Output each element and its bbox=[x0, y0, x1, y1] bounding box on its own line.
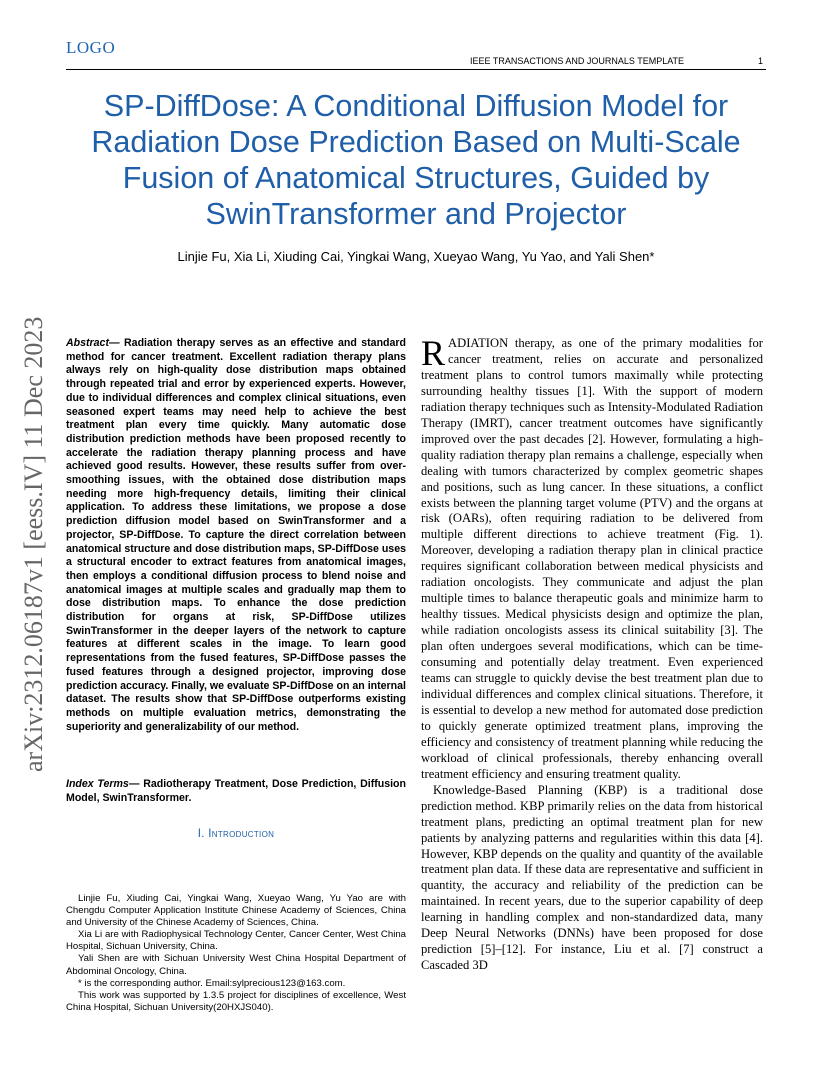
drop-cap: R bbox=[421, 333, 446, 373]
footnote-corresponding: * is the corresponding author. Email:sylprecious123@163.com. bbox=[78, 977, 346, 989]
intro-paragraph-1 bbox=[421, 333, 763, 783]
footnote-affiliation-3: Yali Shen are with Sichuan University West China Hospital Department of Abdominal Oncology, China. bbox=[66, 953, 406, 977]
footnote-affiliation-2: Xia Li are with Radiophysical Technology Center, Cancer Center, West China Hospital, Sichuan University, China. bbox=[66, 929, 406, 953]
paper-title: SP-DiffDose: A Conditional Diffusion Model for Radiation Dose Prediction Based on Multi-Scale Fusion of Anatomical Structures, Guided by SwinTransformer and Projector bbox=[91, 89, 741, 231]
arxiv-stamp: arXiv:2312.06187v1 [eess.IV] 11 Dec 2023 bbox=[19, 316, 48, 772]
index-terms-label: Index Terms bbox=[66, 778, 129, 790]
intro-paragraph-2: Knowledge-Based Planning (KBP) is a traditional dose prediction method. KBP primarily relies on the data from historical treatment plans, predicting an optimal treatment plan for new patients by analyzing patterns and regularities within this data [4]. However, KBP depends on the quality and quantity of the available treatment plan data. If these data are representative and sufficient in quantity, the accuracy and reliability of the prediction can be maintained. In recent years, due to the superior capability of deep learning in handling complex and non-standardized data, many Deep Neural Networks (DNNs) have been proposed for dose prediction [5]–[12]. For instance, Liu et al. [7] construct a Cascaded 3D bbox=[421, 782, 763, 973]
index-terms bbox=[66, 777, 406, 805]
section-heading-text: I. Introduction bbox=[197, 828, 275, 840]
abstract-label: Abstract bbox=[66, 337, 109, 349]
section-heading-introduction bbox=[66, 828, 406, 840]
abstract-text: Radiation therapy serves as an effective and standard method for cancer treatment. Excellent radiation therapy plans always rely on high-quality dose distribution maps obtained through repeated trial and error by experienced experts. However, due to individual differences and complex clinical situations, even seasoned expert teams may need help to achieve the best treatment plan every time quickly. Many automatic dose distribution prediction methods have been proposed recently to accelerate the radiation therapy planning process and have achieved good results. However, these results suffer from over-smoothing issues, with the obtained dose distribution maps needing more high-frequency details, limiting their clinical application. To address these limitations, we propose a dose prediction diffusion model based on SwinTransformer and a projector, SP-DiffDose. To capture the direct correlation between anatomical structure and dose distribution maps, SP-DiffDose uses a structural encoder to extract features from anatomical images, then employs a conditional diffusion process to blend noise and anatomical images at multiple scales and gradually map them to dose distribution maps. To enhance the dose prediction distribution for organs at risk, SP-DiffDose utilizes SwinTransformer in the deeper layers of the network to capture features at different scales in the image. To learn good representations from the fused features, SP-DiffDose passes the fused features through a designed projector, improving dose prediction accuracy. Finally, we evaluate SP-DiffDose on an internal dataset. The results show that SP-DiffDose outperforms existing methods on multiple evaluation metrics, demonstrating the superiority and generalizability of our method. bbox=[66, 337, 406, 733]
index-terms-dash: — bbox=[128, 778, 144, 790]
introduction-body bbox=[421, 333, 763, 974]
footnote-affiliation-1: Linjie Fu, Xiuding Cai, Yingkai Wang, Xueyao Wang, Yu Yao are with Chengdu Computer Application Institute Chinese Academy of Sciences, China and University of the Chinese Academy of Sciences, China. bbox=[66, 893, 406, 929]
running-head: IEEE TRANSACTIONS AND JOURNALS TEMPLATE bbox=[470, 56, 685, 66]
footnote-funding: This work was supported by 1.3.5 project for disciplines of excellence, West China Hospital, Sichuan University(20HXJS040). bbox=[66, 989, 406, 1013]
header-rule bbox=[66, 69, 766, 70]
abstract-dash: — bbox=[108, 337, 125, 349]
abstract bbox=[66, 337, 406, 734]
author-list: Linjie Fu, Xia Li, Xiuding Cai, Yingkai Wang, Xueyao Wang, Yu Yao, and Yali Shen* bbox=[177, 249, 655, 264]
intro-paragraph-1-text: ADIATION therapy, as one of the primary modalities for cancer treatment, relies on accurate and personalized treatment plans to control tumors maximally while protecting surrounding healthy tissues [1]. With the support of modern radiation therapy techniques such as Intensity-Modulated Radiation Therapy (IMRT), cancer treatment outcomes have significantly improved over the past decades [2]. However, formulating a high-quality radiation therapy plan remains a challenge, especially when dealing with tumors characterized by complex geometric shapes and positions, such as lung cancer. In these situations, a conflict exists between the planning target volume (PTV) and the organs at risk (OARs), often requiring radiation to be delivered from multiple different directions to achieve treatment (Fig. 1). Moreover, developing a radiation therapy plan in clinical practice requires significant collaboration between medical physicists and radiation oncologists. They communicate and adjust the plan multiple times to balance therapeutic goals and minimize harm to healthy tissues. Medical physicists design and optimize the plan, while radiation oncologists assess its clinical suitability [3]. The plan often undergoes several modifications, which can be time-consuming and potentially delay treatment. Even experienced teams can struggle to quickly devise the best treatment plan due to individual differences and complex clinical situations. Therefore, it is essential to develop a new method for automated dose prediction to quickly generate optimized treatment plans, improving the efficiency and consistency of treatment planning while reducing the workload of clinical professionals, thereby enhancing overall treatment efficiency and ensuring treatment quality. bbox=[421, 336, 763, 781]
index-terms-text: Radiotherapy Treatment, Dose Prediction, Diffusion Model, SwinTransformer. bbox=[66, 778, 407, 804]
journal-logo: LOGO bbox=[66, 38, 116, 57]
footnotes bbox=[66, 893, 406, 1014]
page-number: 1 bbox=[758, 56, 764, 66]
